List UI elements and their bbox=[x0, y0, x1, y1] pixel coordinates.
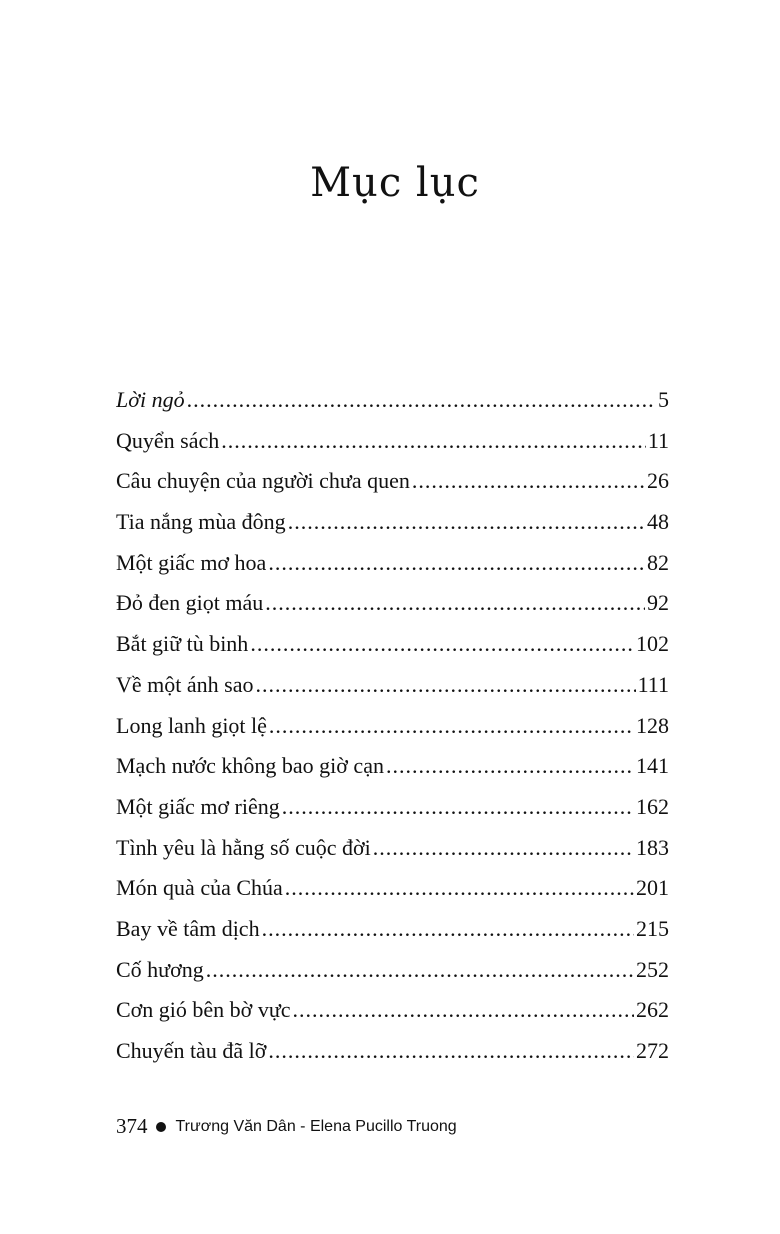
toc-dot-leader bbox=[269, 706, 634, 747]
toc-dot-leader bbox=[221, 421, 646, 462]
toc-entry bbox=[116, 624, 669, 665]
toc-entry-title: Món quà của Chúa bbox=[116, 875, 283, 901]
toc-entry bbox=[116, 746, 669, 787]
toc-entry bbox=[116, 583, 669, 624]
toc-dot-leader bbox=[268, 543, 645, 584]
page-title: Mục lục bbox=[310, 160, 480, 206]
toc-dot-leader bbox=[268, 1031, 634, 1072]
toc-entry-page: 262 bbox=[636, 997, 669, 1023]
toc-dot-leader bbox=[255, 665, 635, 706]
toc-entry-page: 128 bbox=[636, 712, 669, 738]
toc-entry bbox=[116, 421, 669, 462]
toc-dot-leader bbox=[386, 746, 634, 787]
footer-author: Trương Văn Dân - Elena Pucillo Truong bbox=[175, 1117, 457, 1135]
toc-entry-title: Mạch nước không bao giờ cạn bbox=[116, 753, 384, 779]
toc-dot-leader bbox=[293, 990, 634, 1031]
toc-dot-leader bbox=[373, 828, 634, 869]
toc-entry-page: 141 bbox=[636, 753, 669, 779]
toc-entry-page: 48 bbox=[647, 509, 669, 535]
toc-entry-page: 11 bbox=[647, 427, 669, 453]
toc-dot-leader bbox=[265, 583, 645, 624]
toc-entry-title: Về một ánh sao bbox=[116, 671, 254, 697]
toc-entry-page: 111 bbox=[637, 671, 669, 697]
toc-entry-title: Tia nắng mùa đông bbox=[116, 509, 286, 535]
toc-entry-page: 215 bbox=[636, 915, 669, 941]
toc-entry-page: 102 bbox=[636, 631, 669, 657]
toc-entry bbox=[116, 868, 669, 909]
toc-dot-leader bbox=[187, 380, 656, 421]
toc-entry-title: Quyển sách bbox=[116, 427, 220, 453]
footer-page-number: 374 bbox=[116, 1114, 148, 1138]
toc-entry-title: Đỏ đen giọt máu bbox=[116, 590, 264, 616]
toc-entry bbox=[116, 1031, 669, 1072]
toc-entry bbox=[116, 990, 669, 1031]
toc-entry-title: Bay về tâm dịch bbox=[116, 915, 260, 941]
toc-entry bbox=[116, 828, 669, 869]
toc-entry-page: 201 bbox=[636, 875, 669, 901]
toc-entry-page: 272 bbox=[636, 1038, 669, 1063]
toc-entry bbox=[116, 461, 669, 502]
page-footer bbox=[116, 1114, 457, 1139]
toc-dot-leader bbox=[282, 787, 634, 828]
toc-entry bbox=[116, 950, 669, 991]
toc-entry bbox=[116, 543, 669, 584]
toc-entry-page: 183 bbox=[636, 834, 669, 860]
toc-entry-title: Lời ngỏ bbox=[116, 387, 185, 412]
toc-entry-title: Cố hương bbox=[116, 956, 204, 982]
toc-entry-title: Một giấc mơ riêng bbox=[116, 793, 280, 819]
toc-dot-leader bbox=[285, 868, 634, 909]
toc-entry-title: Một giấc mơ hoa bbox=[116, 549, 267, 575]
toc-entry-page: 162 bbox=[636, 793, 669, 819]
toc-entry-page: 82 bbox=[647, 549, 669, 575]
toc-entry-page: 92 bbox=[647, 590, 669, 616]
toc-entry bbox=[116, 787, 669, 828]
toc-entry bbox=[116, 706, 669, 747]
toc-entry-title: Long lanh giọt lệ bbox=[116, 712, 267, 738]
toc-dot-leader bbox=[412, 461, 645, 502]
toc-dot-leader bbox=[288, 502, 645, 543]
toc-entry bbox=[116, 502, 669, 543]
toc-entry-page: 252 bbox=[636, 956, 669, 982]
toc-entry bbox=[116, 909, 669, 950]
toc-dot-leader bbox=[262, 909, 634, 950]
toc-entry-page: 26 bbox=[647, 468, 669, 494]
toc-entry-page: 5 bbox=[658, 387, 669, 412]
table-of-contents bbox=[116, 380, 669, 1072]
bullet-icon bbox=[156, 1122, 166, 1132]
toc-entry-title: Tình yêu là hằng số cuộc đời bbox=[116, 834, 371, 860]
toc-entry-title: Chuyến tàu đã lỡ bbox=[116, 1038, 267, 1063]
toc-dot-leader bbox=[250, 624, 634, 665]
toc-entry-title: Câu chuyện của người chưa quen bbox=[116, 468, 410, 494]
toc-entry bbox=[116, 665, 669, 706]
toc-dot-leader bbox=[206, 950, 634, 991]
toc-entry bbox=[116, 380, 669, 421]
toc-entry-title: Bắt giữ tù binh bbox=[116, 631, 249, 657]
toc-entry-title: Cơn gió bên bờ vực bbox=[116, 997, 291, 1023]
